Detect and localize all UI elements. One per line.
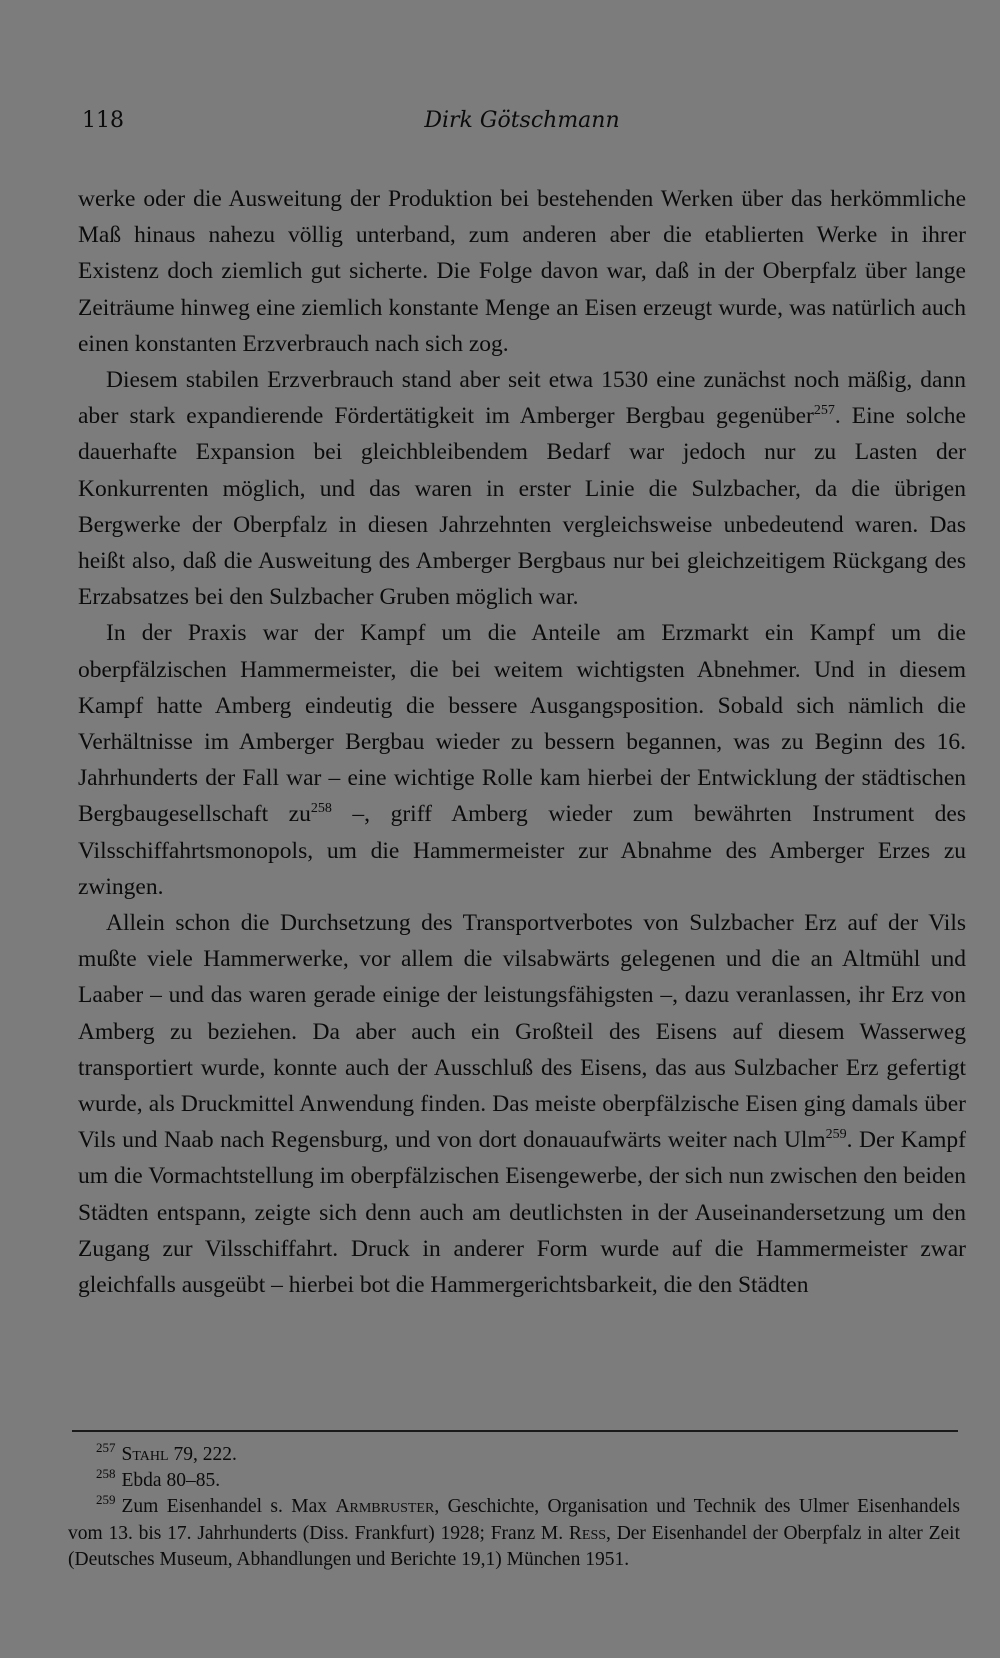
footnotes: [68, 1442, 960, 1573]
running-title: Dirk Götschmann: [424, 108, 620, 133]
paragraph-1: werke oder die Ausweitung der Produktion bei bestehenden Werken über das herkömmliche Maß hinaus nahezu völlig unterband, zum anderen aber die etablierten Werke in ihrer Existenz doch ziemlich gut sicherte. Die Folge davon war, daß in der Oberpfalz über lange Zeiträume hinweg eine ziemlich konstante Menge an Eisen erzeugt wurde, was natürlich auch einen konstanten Erzverbrauch nach sich zog.: [78, 186, 966, 357]
footnote-author: Armbruster: [335, 1496, 435, 1518]
paragraph-3-text-b: –, griff Amberg wieder zum bewährten Instrument des Vilsschiffahrtsmonopols, um die Hammermeister zur Abnahme des Amberger Erzes zu zwingen.: [78, 801, 966, 900]
footnote-text: Ebda 80–85.: [121, 1470, 221, 1492]
footnote-text: Zum Eisenhandel s. Max: [121, 1496, 336, 1518]
running-head: [82, 108, 962, 140]
footnote-number: 259: [96, 1492, 116, 1508]
footnote-divider: [72, 1430, 958, 1432]
footnote-author: Ress: [568, 1522, 607, 1544]
paragraph-4: [78, 905, 966, 1303]
paragraph-2: [78, 362, 966, 615]
footnote-number: 258: [96, 1466, 116, 1482]
footnote-ref-258[interactable]: 258: [310, 801, 332, 817]
paragraph-4-text-a: Allein schon die Durchsetzung des Transportverbotes von Sulzbacher Erz auf der Vils mußte viele Hammerwerke, vor allem die vilsabwärts gelegenen und die an Altmühl und Laaber – und das waren gerade einige der leistungsfähigsten –, dazu veranlassen, ihr Erz von Amberg zu beziehen. Da aber auch ein Großteil des Eisens auf diesem Wasserweg transportiert wurde, konnte auch der Ausschluß des Eisens, das aus Sulzbacher Erz gefertigt wurde, als Druckmittel Anwendung finden. Das meiste oberpfälzische Eisen ging damals über Vils und Naab nach Regensburg, und von dort donauaufwärts weiter nach Ulm: [78, 910, 966, 1154]
footnote-number: 257: [96, 1440, 116, 1455]
paragraph-2-text-b: . Eine solche dauerhafte Expansion bei gleichbleibendem Bedarf war jedoch nur zu Lasten der Konkurrenten möglich, und das waren in erster Linie die Sulzbacher, da die übrigen Bergwerke der Oberpfalz in diesen Jahrzehnten vergleichsweise unbedeutend waren. Das heißt also, daß die Ausweitung des Amberger Bergbaus nur bei gleichzeitigem Rückgang des Erzabsatzes bei den Sulzbacher Gruben möglich war.: [78, 403, 966, 611]
footnote-text: 79, 222.: [168, 1444, 237, 1465]
footnote-ref-259[interactable]: 259: [825, 1127, 847, 1143]
footnote-text: , Der Eisenhandel der Oberpfalz in alter Zeit (Deutsches Museum, Abhandlungen und Berichte 19,1) München 1951.: [68, 1522, 960, 1570]
paragraph-2-text-a: Diesem stabilen Erzverbrauch stand aber seit etwa 1530 eine zunächst noch mäßig, dann aber stark expandierende Fördertätigkeit im Amberger Bergbau gegenüber: [78, 367, 966, 430]
paragraph-3-text-a: In der Praxis war der Kampf um die Anteile am Erzmarkt ein Kampf um die oberpfälzischen Hammermeister, die bei weitem wichtigsten Abnehmer. Und in diesem Kampf hatte Amberg eindeutig die bessere Ausgangsposition. Sobald sich nämlich die Verhältnisse im Amberger Bergbau wieder zu bessern begannen, was zu Beginn des 16. Jahrhunderts der Fall war – eine wichtige Rolle kam hierbei der Entwicklung der städtischen Bergbaugesellschaft zu: [78, 620, 966, 828]
paragraph-4-text-b: . Der Kampf um die Vormachtstellung im oberpfälzischen Eisengewerbe, der sich nun zwischen den beiden Städten entspann, zeigte sich denn auch am deutlichsten in der Auseinandersetzung um den Zugang zur Vilsschiffahrt. Druck in anderer Form wurde auf die Hammermeister zwar gleichfalls ausgeübt – hierbei bot die Hammergerichtsbarkeit, die den Städten: [78, 1127, 967, 1299]
footnote-author: Stahl: [121, 1444, 169, 1465]
footnote-259: [68, 1494, 960, 1573]
page-number: 118: [82, 108, 124, 133]
paragraph-3: [78, 615, 966, 905]
footnote-258: [68, 1468, 960, 1494]
footnote-ref-257[interactable]: 257: [813, 403, 835, 419]
footnote-257: [68, 1442, 960, 1468]
footnote-text: , Geschichte, Organisation und Technik des Ulmer Eisenhandels vom 13. bis 17. Jahrhunderts (Diss. Frankfurt) 1928; Franz M.: [68, 1496, 960, 1544]
body-text: [78, 181, 966, 1303]
